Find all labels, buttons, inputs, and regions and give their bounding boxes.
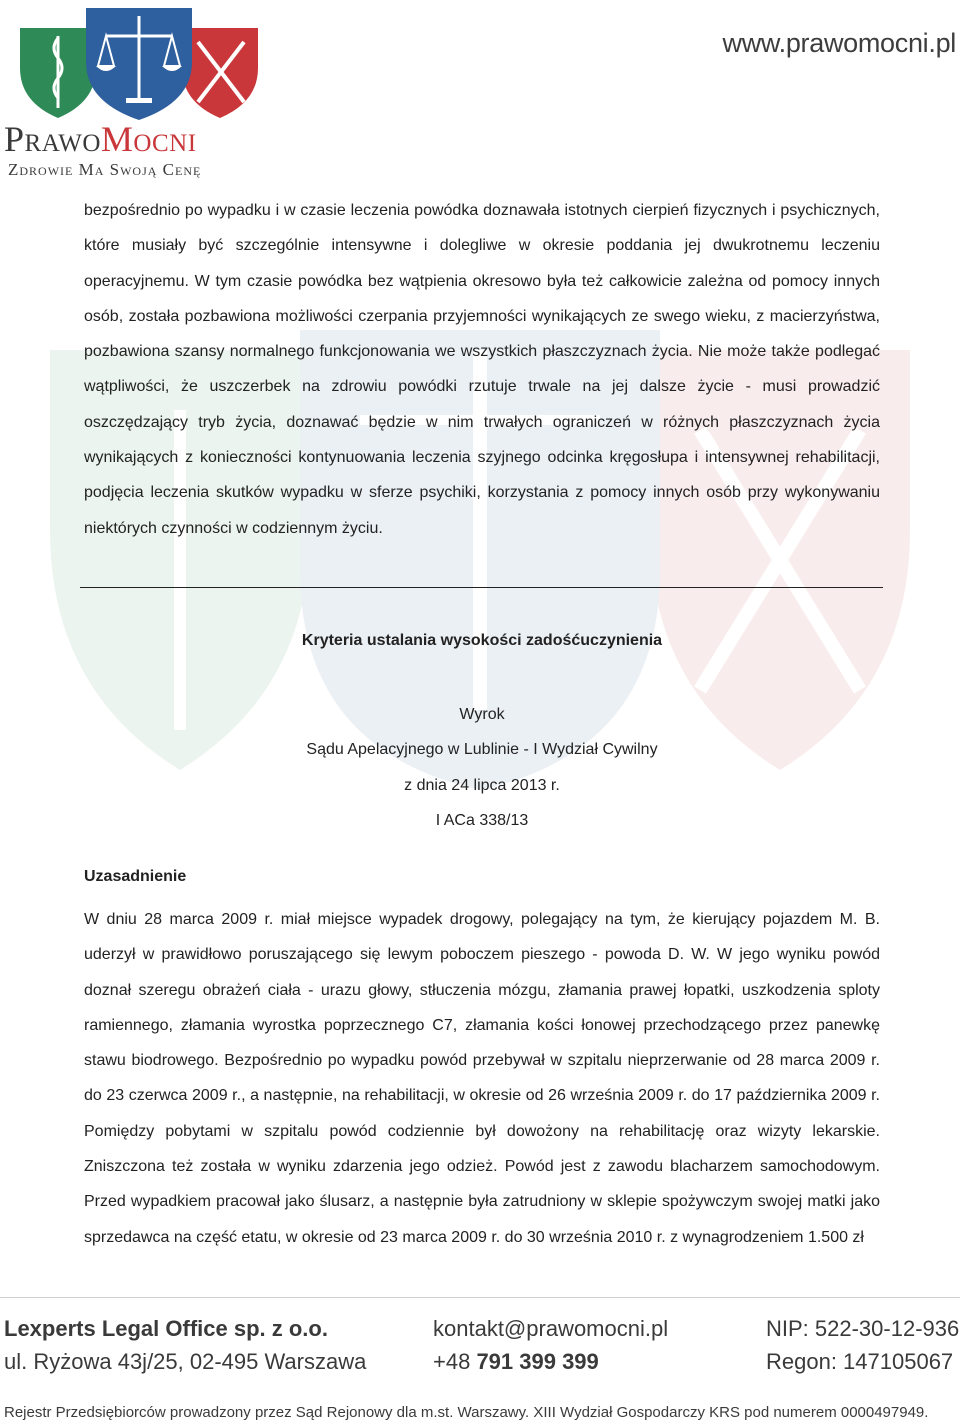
brand-slogan: Zdrowie Ma Swoją Cenę bbox=[8, 160, 202, 179]
justification-heading: Uzasadnienie bbox=[84, 868, 187, 885]
brand-name-part1: Prawo bbox=[4, 119, 101, 159]
footer-company: Lexperts Legal Office sp. z o.o. bbox=[4, 1316, 328, 1341]
paragraph-continued: bezpośrednio po wypadku i w czasie leczenia powódka doznawała istotnych cierpień fizycznych i psychicznych, które musiały być szczególnie intensywne i dolegliwe w okresie poddania jej dwukrotnemu leczeniu operacyjnemu. W tym czasie powódka bez wątpienia okresowo była też całkowicie zależna od pomocy innych osób, została pozbawiona możliwości czerpania przyjemności wynikających ze swego wieku, z macierzyństwa, pozbawiona szansy normalnego funkcjonowania we wszystkich płaszczyznach życia. Nie może także podlegać wątpliwości, że uszczerbek na zdrowiu powódki rzutuje trwale na jej dalsze życie - musi prowadzić oszczędzający tryb życia, doznawać będzie w nim trwałych ograniczeń w różnych płaszczyznach życia wynikających z konieczności kontynuowania leczenia szyjnego odcinka kręgosłupa i intensywnej rehabilitacji, podjęcia leczenia skutków wypadku w sferze psychiki, korzystania z pomocy innych osób przy wykonywaniu niektórych czynności w codziennym życiu. bbox=[84, 202, 880, 537]
footer-divider bbox=[0, 1297, 960, 1298]
footer-phone[interactable] bbox=[433, 1349, 599, 1375]
brand-logo bbox=[0, 0, 280, 185]
footer-address: ul. Ryżowa 43j/25, 02-495 Warszawa bbox=[4, 1349, 367, 1374]
footer-nip: NIP: 522-30-12-936 bbox=[766, 1316, 960, 1341]
footer-phone-prefix: +48 bbox=[433, 1349, 477, 1374]
section-divider bbox=[80, 587, 883, 588]
website-link[interactable]: www.prawomocni.pl bbox=[722, 28, 956, 58]
verdict-type: Wyrok bbox=[459, 706, 505, 723]
footer-registry: Rejestr Przedsiębiorców prowadzony przez Sąd Rejonowy dla m.st. Warszawy. XIII Wydział Gospodarczy KRS pod numerem 0000497949. bbox=[4, 1404, 929, 1421]
footer-email-link[interactable]: kontakt@prawomocni.pl bbox=[433, 1316, 669, 1341]
verdict-citation bbox=[84, 697, 880, 838]
verdict-date: z dnia 24 lipca 2013 r. bbox=[404, 776, 560, 794]
footer-phone-number: 791 399 399 bbox=[476, 1349, 599, 1374]
section-title: Kryteria ustalania wysokości zadośćuczynienia bbox=[301, 632, 663, 649]
shield-logo-icon bbox=[14, 2, 264, 120]
verdict-signature: I ACa 338/13 bbox=[435, 811, 529, 829]
brand-name-part2: Mocni bbox=[100, 119, 197, 159]
verdict-court: Sądu Apelacyjnego w Lublinie - I Wydział Cywilny bbox=[306, 741, 658, 759]
brand-name bbox=[4, 118, 197, 160]
footer-regon: Regon: 147105067 bbox=[766, 1349, 954, 1374]
justification-paragraph: W dniu 28 marca 2009 r. miał miejsce wypadek drogowy, polegający na tym, że kierujący pojazdem M. B. uderzył w prawidłowo poruszającego się lewym poboczem pieszego - powoda D. W. W jego wyniku powód doznał szeregu obrażeń ciała - urazu głowy, stłuczenia mózgu, złamania prawej łopatki, uszkodzenia sploty ramiennego, złamania wyrostka poprzecznego C7, złamania kości łonowej przechodzącego przez panewkę stawu biodrowego. Bezpośrednio po wypadku powód przebywał w szpitalu nieprzerwanie od 28 marca 2009 r. do 23 czerwca 2009 r., a następnie, na rehabilitacji, w okresie od 26 września 2009 r. do 17 października 2009 r. Pomiędzy pobytami w szpitalu powód codziennie był dowożony na rehabilitację oraz wizyty lekarskie. Zniszczona też została w wyniku zdarzenia jego odzież. Powód jest z zawodu blacharzem samochodowym. Przed wypadkiem pracował jako ślusarz, a następnie była zatrudniony w sklepie spożywczym swojej matki jako sprzedawca na część etatu, w okresie od 23 marca 2009 r. do 30 września 2010 r. z wynagrodzeniem 1.500 zł bbox=[84, 911, 880, 1246]
